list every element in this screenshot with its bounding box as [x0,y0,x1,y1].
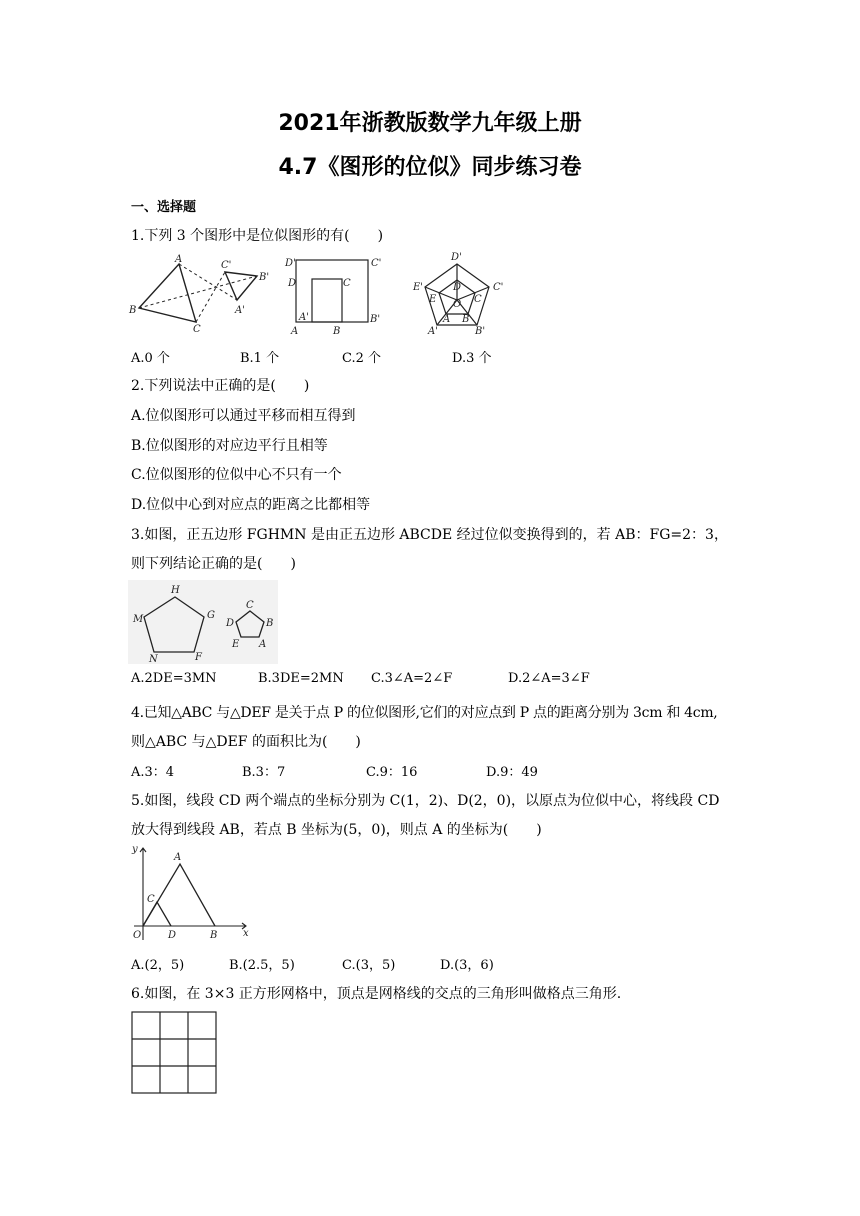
question-4-stem: 4.已知△ABC 与△DEF 是关于点 P 的位似图形,它们的对应点到 P 点的距离分别为 3cm 和 4cm, [131,705,718,721]
q1f2-label: A [291,326,299,337]
q1f1-label: B' [259,272,270,283]
q5-label: B [210,930,218,941]
q1f1-label: C' [221,260,232,271]
question-2-stem: 2.下列说法中正确的是( ) [131,378,310,394]
q3-small-label: D [226,618,235,629]
q5-label: D [168,930,177,941]
q5-option-c: C.(3，5) [342,958,396,973]
q3-option-a: A.2DE=3MN [131,671,217,686]
q1f3-label: D' [451,252,462,263]
q1f3-label: A' [428,326,438,337]
q5-label: C [147,894,155,905]
question-5-figure [128,842,253,942]
q1f3-label: B [462,314,470,325]
q3-small-label: A [259,639,267,650]
q1f2-label: B' [370,314,381,325]
q1f2-label: D' [285,258,296,269]
q1f3-label: A [443,314,451,325]
document-subtitle: 4.7《图形的位似》同步练习卷 [278,155,582,180]
q4-option-a: A.3：4 [131,765,175,780]
q1f2-label: C' [371,258,382,269]
q1-option-c: C.2 个 [342,351,382,366]
q1f1-label: A' [235,305,245,316]
q3-small-label: B [266,618,274,629]
q1f2-label: C [343,278,351,289]
q5-option-a: A.(2，5) [131,958,185,973]
q1f3-label: E [429,294,437,305]
q5-label: O [133,930,142,941]
q1f1-label: C [193,324,201,335]
section-heading: 一、选择题 [131,200,197,215]
q1f2-label: A' [299,312,309,323]
q3-option-b: B.3DE=2MN [258,671,344,686]
q3-small-label: C [246,600,254,611]
q1f3-label: C [474,294,482,305]
segment-ocd [143,902,171,926]
q5-option-b: B.(2.5，5) [229,958,295,973]
q1f1-label: B [129,305,137,316]
q1f3-label: E' [413,282,424,293]
q3-option-c: C.3∠A=2∠F [371,671,453,686]
q2-option-d: D.位似中心到对应点的距离之比都相等 [131,497,371,513]
q1-option-a: A.0 个 [131,351,170,366]
q5-label: x [243,928,249,939]
q2-option-b: B.位似图形的对应边平行且相等 [131,438,328,454]
q4-option-c: C.9：16 [366,765,418,780]
q1f3-label: B' [475,326,486,337]
q1f3-label: D [453,282,462,293]
question-6-grid [130,1010,220,1096]
q4-option-d: D.9：49 [486,765,538,780]
q5-option-d: D.(3，6) [440,958,494,973]
question-6-stem: 6.如图，在 3×3 正方形网格中，顶点是网格线的交点的三角形叫做格点三角形. [131,986,622,1002]
q2-option-c: C.位似图形的位似中心不只有一个 [131,467,342,483]
q3-big-label: G [207,610,215,621]
question-4-stem-cont: 则△ABC 与△DEF 的面积比为( ) [131,734,361,750]
q1f1-label: A [175,254,183,265]
q1f3-label: C' [493,282,504,293]
question-5-stem-cont: 放大得到线段 AB，若点 B 坐标为(5，0)，则点 A 的坐标为( ) [131,822,542,838]
q3-option-d: D.2∠A=3∠F [508,671,590,686]
question-1-stem: 1.下列 3 个图形中是位似图形的有( ) [131,228,384,244]
q1f3-label: O [453,299,462,310]
q1f2-label: B [333,326,341,337]
question-3-figure [128,580,278,664]
q5-label: y [132,844,138,855]
q4-option-b: B.3：7 [242,765,286,780]
question-5-stem: 5.如图，线段 CD 两个端点的坐标分别为 C(1，2)、D(2，0)，以原点为位似中心，将线段 CD [131,793,720,809]
q2-option-a: A.位似图形可以通过平移而相互得到 [131,408,356,424]
q3-big-label: M [133,614,144,625]
q3-small-label: E [232,639,240,650]
question-1-figures [125,250,525,342]
question-3-stem-cont: 则下列结论正确的是( ) [131,556,296,572]
q5-label: A [174,852,182,863]
q3-big-label: N [149,654,158,664]
q3-big-label: F [195,652,202,663]
document-title: 2021年浙教版数学九年级上册 [278,111,582,136]
q3-big-label: H [171,585,180,596]
q1f2-label: D [288,278,297,289]
question-3-stem: 3.如图，正五边形 FGHMN 是由正五边形 ABCDE 经过位似变换得到的，若 AB：FG=2：3， [131,527,728,543]
q1-option-d: D.3 个 [452,351,492,366]
q1-option-b: B.1 个 [240,351,280,366]
